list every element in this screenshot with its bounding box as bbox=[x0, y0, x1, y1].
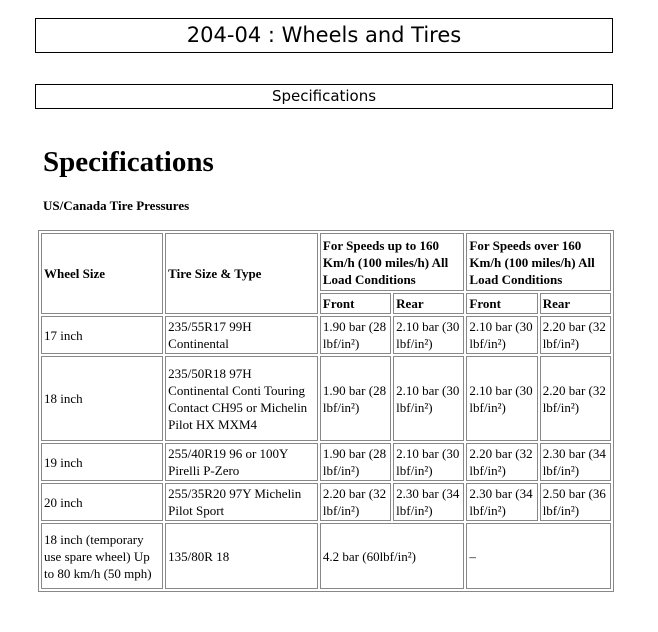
cell-tire: 255/35R20 97Y Michelin Pilot Sport bbox=[165, 483, 318, 521]
table-caption: US/Canada Tire Pressures bbox=[43, 198, 190, 213]
cell-wheel: 17 inch bbox=[41, 316, 163, 354]
cell-tire: 235/55R17 99H Continental bbox=[165, 316, 318, 354]
header-tire-size: Tire Size & Type bbox=[165, 233, 318, 314]
cell-high-front: 2.10 bar (30 lbf/in²) bbox=[466, 316, 537, 354]
header-wheel-size: Wheel Size bbox=[41, 233, 163, 314]
tire-pressure-table bbox=[38, 230, 614, 592]
header-speed-low: For Speeds up to 160 Km/h (100 miles/h) All Load Conditions bbox=[320, 233, 465, 291]
header-high-rear: Rear bbox=[540, 293, 611, 314]
cell-low-rear: 2.10 bar (30 lbf/in²) bbox=[393, 316, 464, 354]
section-title: Specifications bbox=[35, 84, 613, 109]
cell-high-rear: 2.20 bar (32 lbf/in²) bbox=[540, 356, 611, 441]
table-row bbox=[41, 483, 611, 521]
cell-high-front: 2.10 bar (30 lbf/in²) bbox=[466, 356, 537, 441]
cell-low-front: 1.90 bar (28 lbf/in²) bbox=[320, 356, 391, 441]
cell-high-rear: 2.30 bar (34 lbf/in²) bbox=[540, 443, 611, 481]
cell-low-rear: 2.30 bar (34 lbf/in²) bbox=[393, 483, 464, 521]
table-header-row bbox=[41, 233, 611, 291]
cell-wheel: 19 inch bbox=[41, 443, 163, 481]
table-row-spare bbox=[41, 523, 611, 589]
header-low-front: Front bbox=[320, 293, 391, 314]
cell-high-front: 2.30 bar (34 lbf/in²) bbox=[466, 483, 537, 521]
header-low-rear: Rear bbox=[393, 293, 464, 314]
cell-tire: 235/50R18 97H Continental Conti Touring Contact CH95 or Michelin Pilot HX MXM4 bbox=[165, 356, 318, 441]
header-speed-high: For Speeds over 160 Km/h (100 miles/h) All Load Conditions bbox=[466, 233, 611, 291]
cell-high-rear: 2.50 bar (36 lbf/in²) bbox=[540, 483, 611, 521]
document-title: 204-04 : Wheels and Tires bbox=[35, 18, 613, 53]
table-row bbox=[41, 443, 611, 481]
cell-tire: 135/80R 18 bbox=[165, 523, 318, 589]
cell-high-rear: 2.20 bar (32 lbf/in²) bbox=[540, 316, 611, 354]
cell-low-front: 1.90 bar (28 lbf/in²) bbox=[320, 443, 391, 481]
table-row bbox=[41, 316, 611, 354]
cell-low-rear: 2.10 bar (30 lbf/in²) bbox=[393, 356, 464, 441]
cell-wheel: 18 inch bbox=[41, 356, 163, 441]
cell-high-front: 2.20 bar (32 lbf/in²) bbox=[466, 443, 537, 481]
cell-low-speed: 4.2 bar (60lbf/in²) bbox=[320, 523, 465, 589]
cell-wheel: 18 inch (temporary use spare wheel) Up to 80 km/h (50 mph) bbox=[41, 523, 163, 589]
cell-low-rear: 2.10 bar (30 lbf/in²) bbox=[393, 443, 464, 481]
header-high-front: Front bbox=[466, 293, 537, 314]
cell-wheel: 20 inch bbox=[41, 483, 163, 521]
page-heading: Specifications bbox=[43, 146, 214, 178]
cell-low-front: 1.90 bar (28 lbf/in²) bbox=[320, 316, 391, 354]
cell-tire: 255/40R19 96 or 100Y Pirelli P-Zero bbox=[165, 443, 318, 481]
cell-high-speed: – bbox=[466, 523, 611, 589]
table-row bbox=[41, 356, 611, 441]
cell-low-front: 2.20 bar (32 lbf/in²) bbox=[320, 483, 391, 521]
